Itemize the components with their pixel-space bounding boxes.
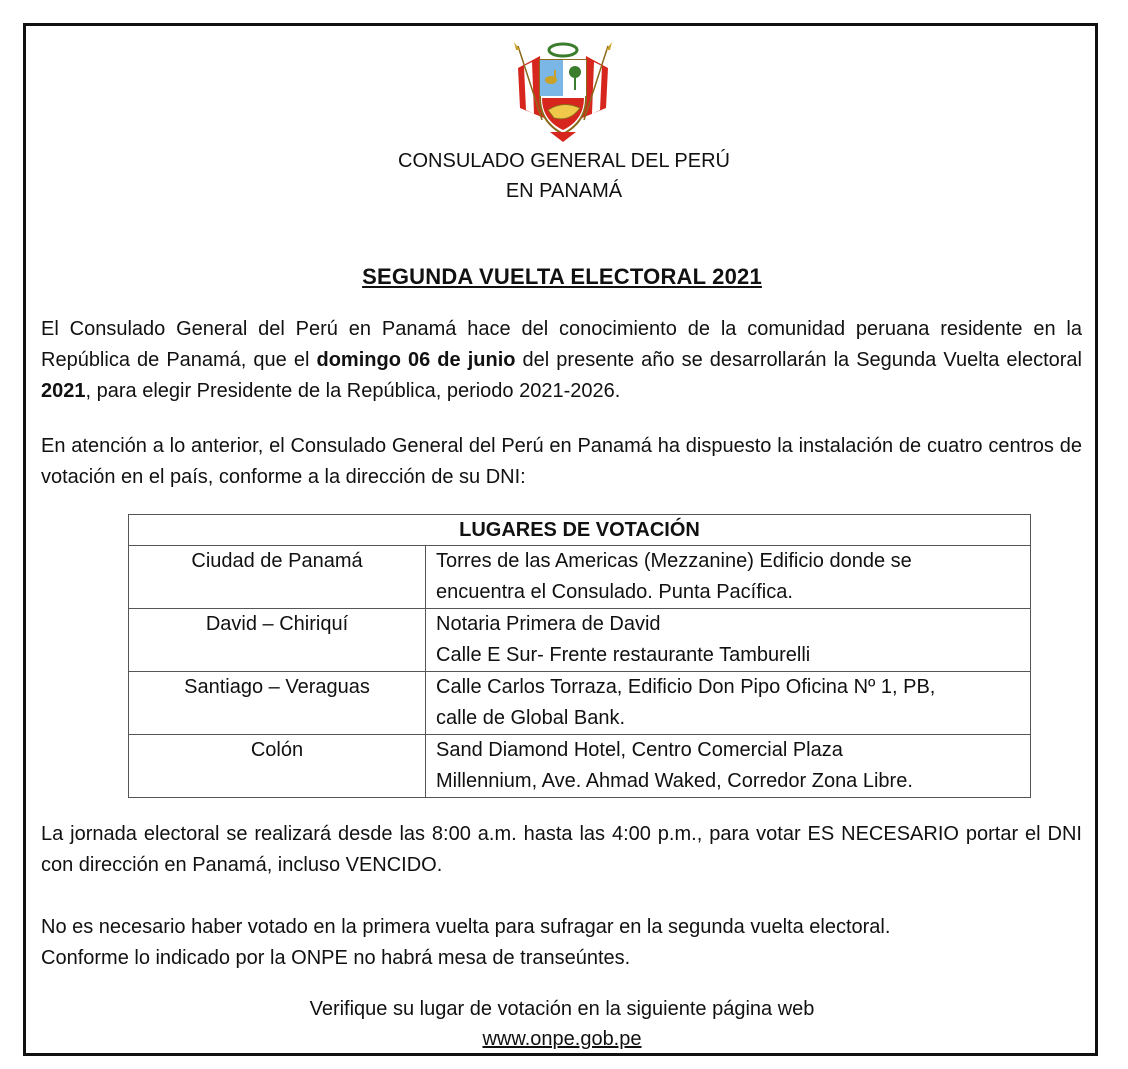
onpe-link[interactable]: www.onpe.gob.pe xyxy=(482,1028,642,1050)
org-name-line2: EN PANAMÁ xyxy=(505,180,623,202)
address-line1: Sand Diamond Hotel, Centro Comercial Plaza xyxy=(436,739,843,761)
city-cell: David – Chiriquí xyxy=(129,609,426,672)
table-row xyxy=(129,546,1031,609)
voting-places-table xyxy=(128,514,1031,798)
address-cell xyxy=(426,609,1031,672)
address-line2: calle de Global Bank. xyxy=(436,707,626,729)
address-cell xyxy=(426,735,1031,798)
table-header: LUGARES DE VOTACIÓN xyxy=(129,515,1031,546)
city-cell: Santiago – Veraguas xyxy=(129,672,426,735)
address-cell xyxy=(426,672,1031,735)
notes-paragraph xyxy=(41,912,1082,974)
intro-paragraph xyxy=(41,314,1082,407)
centers-paragraph: En atención a lo anterior, el Consulado General del Perú en Panamá ha dispuesto la instalación de cuatro centros de votación en el país, conforme a la dirección de su DNI: xyxy=(41,435,1082,488)
table-row xyxy=(129,672,1031,735)
election-date: domingo 06 de junio xyxy=(316,349,516,371)
address-line1: Torres de las Americas (Mezzanine) Edificio donde se xyxy=(436,550,912,572)
onpe-url xyxy=(0,1024,1124,1054)
org-name-line1: CONSULADO GENERAL DEL PERÚ xyxy=(398,150,730,172)
peru-coat-of-arms-icon xyxy=(510,38,616,142)
city-cell: Colón xyxy=(129,735,426,798)
address-line2: encuentra el Consulado. Punta Pacífica. xyxy=(436,581,793,603)
election-year: 2021 xyxy=(41,380,86,402)
verify-text: Verifique su lugar de votación en la siguiente página web xyxy=(309,998,815,1020)
schedule-paragraph: La jornada electoral se realizará desde las 8:00 a.m. hasta las 4:00 p.m., para votar ES NECESARIO portar el DNI con dirección en Panamá, incluso VENCIDO. xyxy=(41,823,1082,876)
city-cell: Ciudad de Panamá xyxy=(129,546,426,609)
document-title: SEGUNDA VUELTA ELECTORAL 2021 xyxy=(362,264,762,289)
address-cell xyxy=(426,546,1031,609)
intro-text-c: , para elegir Presidente de la República, periodo 2021-2026. xyxy=(85,380,621,402)
table-row xyxy=(129,735,1031,798)
address-line2: Millennium, Ave. Ahmad Waked, Corredor Zona Libre. xyxy=(436,770,913,792)
table-row xyxy=(129,609,1031,672)
notes-line1: No es necesario haber votado en la primera vuelta para sufragar en la segunda vuelta electoral. xyxy=(41,916,891,938)
address-line2: Calle E Sur- Frente restaurante Tamburelli xyxy=(436,644,811,666)
intro-text-b: del presente año se desarrollarán la Segunda Vuelta electoral xyxy=(515,349,1082,371)
intro-text-a: El Consulado General del Perú en Panamá hace del conocimiento de la comunidad peruana residente en la República de Panamá, que el xyxy=(41,318,1082,371)
address-line1: Calle Carlos Torraza, Edificio Don Pipo Oficina Nº 1, PB, xyxy=(436,676,936,698)
notes-line2: Conforme lo indicado por la ONPE no habrá mesa de transeúntes. xyxy=(41,947,631,969)
address-line1: Notaria Primera de David xyxy=(436,613,661,635)
